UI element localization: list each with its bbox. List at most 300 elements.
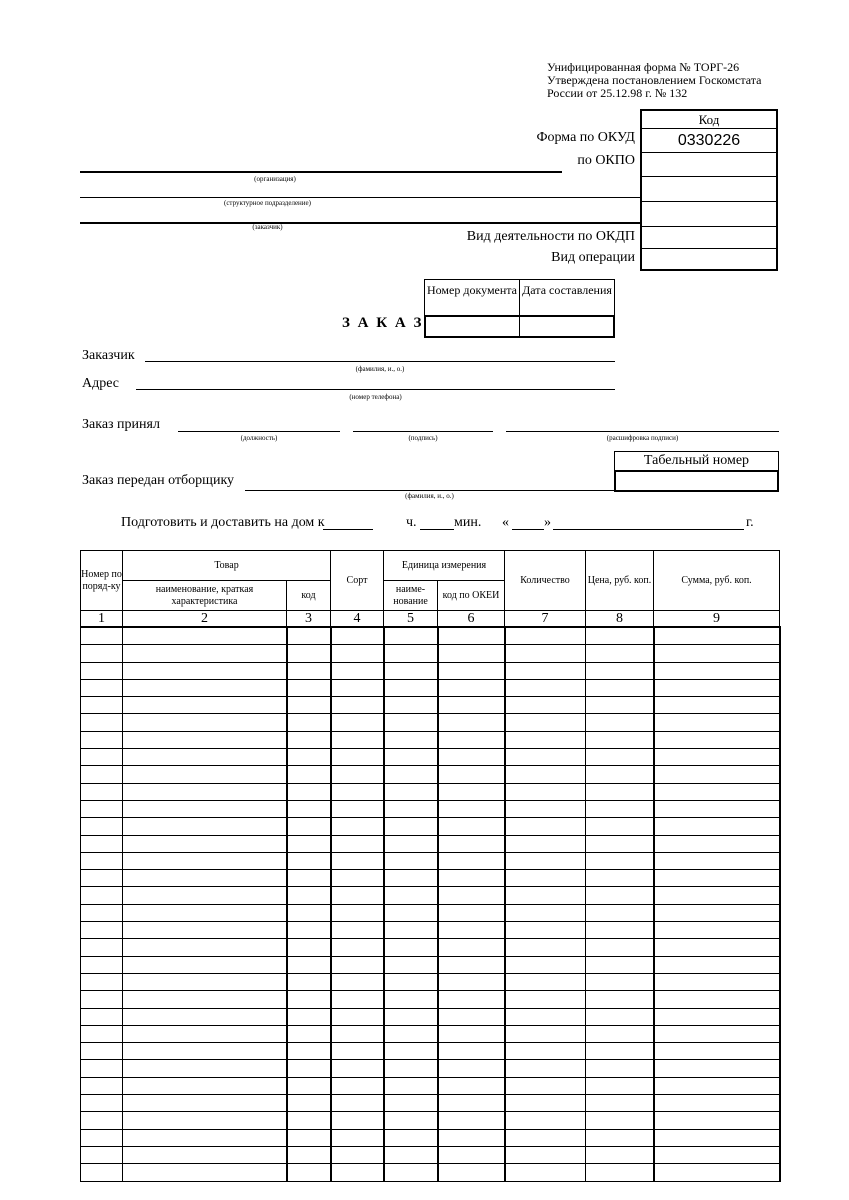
table-cell[interactable] [384, 749, 438, 766]
table-cell[interactable] [81, 818, 123, 835]
table-cell[interactable] [123, 939, 287, 956]
table-cell[interactable] [123, 922, 287, 939]
organization-line[interactable] [80, 171, 562, 173]
table-cell[interactable] [287, 1060, 331, 1077]
table-cell[interactable] [586, 766, 654, 783]
table-cell[interactable] [123, 852, 287, 869]
table-cell[interactable] [654, 783, 780, 800]
table-cell[interactable] [123, 1060, 287, 1077]
table-cell[interactable] [123, 835, 287, 852]
table-cell[interactable] [438, 1164, 505, 1181]
table-cell[interactable] [438, 956, 505, 973]
table-cell[interactable] [287, 973, 331, 990]
table-cell[interactable] [81, 749, 123, 766]
table-cell[interactable] [654, 800, 780, 817]
table-cell[interactable] [331, 973, 384, 990]
table-cell[interactable] [81, 662, 123, 679]
table-cell[interactable] [287, 697, 331, 714]
table-cell[interactable] [287, 1043, 331, 1060]
table-cell[interactable] [287, 852, 331, 869]
table-cell[interactable] [331, 956, 384, 973]
table-cell[interactable] [586, 1077, 654, 1094]
table-cell[interactable] [505, 991, 586, 1008]
table-cell[interactable] [438, 870, 505, 887]
table-cell[interactable] [586, 852, 654, 869]
table-cell[interactable] [384, 800, 438, 817]
table-cell[interactable] [81, 1008, 123, 1025]
doc-date-field[interactable] [520, 317, 613, 336]
table-cell[interactable] [654, 991, 780, 1008]
table-cell[interactable] [505, 1043, 586, 1060]
signature-line[interactable] [353, 431, 493, 432]
table-cell[interactable] [287, 749, 331, 766]
table-cell[interactable] [505, 1025, 586, 1042]
table-cell[interactable] [586, 645, 654, 662]
table-cell[interactable] [438, 887, 505, 904]
table-cell[interactable] [384, 818, 438, 835]
table-cell[interactable] [81, 1164, 123, 1181]
table-cell[interactable] [331, 1112, 384, 1129]
table-cell[interactable] [438, 766, 505, 783]
table-cell[interactable] [654, 956, 780, 973]
table-cell[interactable] [586, 1095, 654, 1112]
table-cell[interactable] [81, 904, 123, 921]
table-cell[interactable] [586, 662, 654, 679]
table-cell[interactable] [331, 679, 384, 696]
table-cell[interactable] [287, 1146, 331, 1163]
picker-line[interactable] [245, 490, 614, 491]
table-cell[interactable] [384, 835, 438, 852]
table-cell[interactable] [438, 939, 505, 956]
table-cell[interactable] [438, 973, 505, 990]
table-cell[interactable] [438, 627, 505, 645]
table-cell[interactable] [586, 1146, 654, 1163]
table-cell[interactable] [438, 697, 505, 714]
table-cell[interactable] [81, 991, 123, 1008]
table-cell[interactable] [438, 1095, 505, 1112]
table-cell[interactable] [331, 800, 384, 817]
table-cell[interactable] [384, 852, 438, 869]
table-cell[interactable] [123, 627, 287, 645]
table-cell[interactable] [123, 645, 287, 662]
table-cell[interactable] [123, 1095, 287, 1112]
table-cell[interactable] [123, 783, 287, 800]
table-cell[interactable] [123, 662, 287, 679]
table-cell[interactable] [81, 887, 123, 904]
table-cell[interactable] [123, 1025, 287, 1042]
table-cell[interactable] [438, 1077, 505, 1094]
table-cell[interactable] [287, 1129, 331, 1146]
decoding-line[interactable] [506, 431, 779, 432]
table-cell[interactable] [505, 783, 586, 800]
table-cell[interactable] [586, 939, 654, 956]
table-cell[interactable] [81, 922, 123, 939]
table-cell[interactable] [287, 679, 331, 696]
table-cell[interactable] [438, 835, 505, 852]
okpo-code-field[interactable] [642, 153, 776, 177]
table-cell[interactable] [438, 679, 505, 696]
table-cell[interactable] [438, 1043, 505, 1060]
table-cell[interactable] [384, 1164, 438, 1181]
table-cell[interactable] [123, 731, 287, 748]
table-cell[interactable] [654, 1095, 780, 1112]
table-cell[interactable] [81, 627, 123, 645]
table-cell[interactable] [384, 783, 438, 800]
table-cell[interactable] [505, 852, 586, 869]
table-cell[interactable] [123, 714, 287, 731]
table-cell[interactable] [586, 818, 654, 835]
table-cell[interactable] [331, 991, 384, 1008]
table-cell[interactable] [123, 1129, 287, 1146]
table-cell[interactable] [384, 1043, 438, 1060]
table-cell[interactable] [81, 1043, 123, 1060]
table-cell[interactable] [287, 731, 331, 748]
table-cell[interactable] [81, 731, 123, 748]
table-cell[interactable] [81, 1095, 123, 1112]
table-cell[interactable] [331, 714, 384, 731]
table-cell[interactable] [505, 973, 586, 990]
table-cell[interactable] [287, 956, 331, 973]
table-cell[interactable] [287, 645, 331, 662]
subdivision-code-field[interactable] [642, 202, 776, 227]
table-cell[interactable] [123, 973, 287, 990]
table-cell[interactable] [586, 1025, 654, 1042]
table-cell[interactable] [81, 939, 123, 956]
table-cell[interactable] [654, 904, 780, 921]
table-cell[interactable] [81, 852, 123, 869]
table-cell[interactable] [331, 1164, 384, 1181]
table-cell[interactable] [331, 1025, 384, 1042]
table-cell[interactable] [287, 1008, 331, 1025]
table-cell[interactable] [586, 714, 654, 731]
table-cell[interactable] [654, 766, 780, 783]
subdivision-line[interactable] [80, 197, 640, 198]
table-cell[interactable] [654, 870, 780, 887]
table-cell[interactable] [654, 835, 780, 852]
table-cell[interactable] [331, 939, 384, 956]
table-cell[interactable] [654, 939, 780, 956]
table-cell[interactable] [654, 714, 780, 731]
table-cell[interactable] [287, 1095, 331, 1112]
table-cell[interactable] [586, 749, 654, 766]
table-cell[interactable] [123, 766, 287, 783]
table-cell[interactable] [81, 1025, 123, 1042]
table-cell[interactable] [438, 1060, 505, 1077]
okdp-code-field[interactable] [642, 227, 776, 249]
table-cell[interactable] [331, 1146, 384, 1163]
table-cell[interactable] [384, 991, 438, 1008]
table-cell[interactable] [505, 1164, 586, 1181]
table-cell[interactable] [384, 1112, 438, 1129]
table-cell[interactable] [287, 662, 331, 679]
table-cell[interactable] [586, 1060, 654, 1077]
table-cell[interactable] [81, 697, 123, 714]
table-cell[interactable] [505, 922, 586, 939]
table-cell[interactable] [586, 991, 654, 1008]
customer-line[interactable] [145, 361, 615, 362]
table-cell[interactable] [438, 818, 505, 835]
table-cell[interactable] [438, 800, 505, 817]
table-cell[interactable] [505, 1095, 586, 1112]
table-cell[interactable] [384, 1146, 438, 1163]
table-cell[interactable] [586, 956, 654, 973]
table-cell[interactable] [505, 1112, 586, 1129]
table-cell[interactable] [505, 1146, 586, 1163]
table-cell[interactable] [287, 783, 331, 800]
table-cell[interactable] [384, 1025, 438, 1042]
table-cell[interactable] [586, 1129, 654, 1146]
table-cell[interactable] [123, 904, 287, 921]
table-cell[interactable] [438, 749, 505, 766]
table-cell[interactable] [331, 766, 384, 783]
table-cell[interactable] [586, 731, 654, 748]
table-cell[interactable] [505, 1129, 586, 1146]
table-cell[interactable] [654, 1146, 780, 1163]
table-cell[interactable] [654, 1112, 780, 1129]
table-cell[interactable] [654, 1060, 780, 1077]
table-cell[interactable] [586, 887, 654, 904]
table-cell[interactable] [384, 1008, 438, 1025]
table-cell[interactable] [331, 870, 384, 887]
table-cell[interactable] [438, 1112, 505, 1129]
table-cell[interactable] [586, 835, 654, 852]
table-cell[interactable] [384, 1095, 438, 1112]
table-cell[interactable] [654, 662, 780, 679]
table-cell[interactable] [505, 800, 586, 817]
table-cell[interactable] [287, 939, 331, 956]
table-cell[interactable] [287, 766, 331, 783]
table-cell[interactable] [654, 749, 780, 766]
table-cell[interactable] [331, 662, 384, 679]
table-cell[interactable] [384, 956, 438, 973]
table-cell[interactable] [654, 973, 780, 990]
table-cell[interactable] [123, 956, 287, 973]
position-line[interactable] [178, 431, 340, 432]
table-cell[interactable] [384, 627, 438, 645]
table-cell[interactable] [123, 818, 287, 835]
table-cell[interactable] [654, 1043, 780, 1060]
table-cell[interactable] [123, 1077, 287, 1094]
table-cell[interactable] [123, 749, 287, 766]
table-cell[interactable] [123, 1008, 287, 1025]
table-cell[interactable] [654, 1164, 780, 1181]
table-cell[interactable] [384, 645, 438, 662]
table-cell[interactable] [384, 939, 438, 956]
table-cell[interactable] [81, 645, 123, 662]
table-cell[interactable] [438, 1146, 505, 1163]
table-cell[interactable] [123, 1164, 287, 1181]
table-cell[interactable] [384, 766, 438, 783]
table-cell[interactable] [287, 922, 331, 939]
address-line[interactable] [136, 389, 615, 390]
table-cell[interactable] [331, 852, 384, 869]
table-cell[interactable] [654, 627, 780, 645]
table-cell[interactable] [586, 1164, 654, 1181]
table-cell[interactable] [81, 1129, 123, 1146]
org-code-field[interactable] [642, 177, 776, 202]
table-cell[interactable] [654, 679, 780, 696]
table-cell[interactable] [505, 766, 586, 783]
table-cell[interactable] [287, 1025, 331, 1042]
table-cell[interactable] [287, 1077, 331, 1094]
table-cell[interactable] [654, 731, 780, 748]
table-cell[interactable] [123, 870, 287, 887]
table-cell[interactable] [586, 1008, 654, 1025]
table-cell[interactable] [81, 679, 123, 696]
table-cell[interactable] [384, 1077, 438, 1094]
okud-code-field[interactable]: 0330226 [642, 129, 776, 153]
table-cell[interactable] [331, 818, 384, 835]
table-cell[interactable] [586, 973, 654, 990]
table-cell[interactable] [287, 1112, 331, 1129]
table-cell[interactable] [123, 800, 287, 817]
table-cell[interactable] [123, 887, 287, 904]
table-cell[interactable] [505, 697, 586, 714]
table-cell[interactable] [384, 1060, 438, 1077]
table-cell[interactable] [384, 679, 438, 696]
table-cell[interactable] [384, 973, 438, 990]
table-cell[interactable] [505, 749, 586, 766]
table-cell[interactable] [586, 679, 654, 696]
table-cell[interactable] [331, 904, 384, 921]
table-cell[interactable] [438, 852, 505, 869]
table-cell[interactable] [505, 904, 586, 921]
table-cell[interactable] [81, 766, 123, 783]
table-cell[interactable] [505, 939, 586, 956]
table-cell[interactable] [654, 852, 780, 869]
table-cell[interactable] [505, 1008, 586, 1025]
operation-code-field[interactable] [642, 249, 776, 269]
delivery-minute-line[interactable] [420, 529, 454, 530]
table-cell[interactable] [331, 835, 384, 852]
table-cell[interactable] [287, 627, 331, 645]
table-cell[interactable] [505, 645, 586, 662]
table-cell[interactable] [384, 904, 438, 921]
table-cell[interactable] [123, 1043, 287, 1060]
table-cell[interactable] [505, 1060, 586, 1077]
table-cell[interactable] [287, 714, 331, 731]
table-cell[interactable] [654, 1077, 780, 1094]
table-cell[interactable] [505, 714, 586, 731]
table-cell[interactable] [505, 679, 586, 696]
table-cell[interactable] [654, 1025, 780, 1042]
table-cell[interactable] [331, 1060, 384, 1077]
table-cell[interactable] [505, 870, 586, 887]
table-cell[interactable] [331, 1095, 384, 1112]
table-cell[interactable] [586, 922, 654, 939]
table-cell[interactable] [586, 627, 654, 645]
table-cell[interactable] [505, 818, 586, 835]
table-cell[interactable] [81, 973, 123, 990]
table-cell[interactable] [654, 887, 780, 904]
table-cell[interactable] [438, 783, 505, 800]
table-cell[interactable] [586, 783, 654, 800]
delivery-hour-line[interactable] [323, 529, 373, 530]
table-cell[interactable] [81, 800, 123, 817]
table-cell[interactable] [81, 956, 123, 973]
table-cell[interactable] [586, 1043, 654, 1060]
table-cell[interactable] [654, 818, 780, 835]
delivery-day-line[interactable] [512, 529, 544, 530]
table-cell[interactable] [438, 714, 505, 731]
table-cell[interactable] [123, 679, 287, 696]
table-cell[interactable] [331, 731, 384, 748]
table-cell[interactable] [654, 922, 780, 939]
table-cell[interactable] [654, 645, 780, 662]
table-cell[interactable] [384, 1129, 438, 1146]
table-cell[interactable] [384, 662, 438, 679]
table-cell[interactable] [505, 835, 586, 852]
table-cell[interactable] [438, 662, 505, 679]
table-cell[interactable] [123, 697, 287, 714]
table-cell[interactable] [505, 662, 586, 679]
table-cell[interactable] [384, 714, 438, 731]
table-cell[interactable] [331, 887, 384, 904]
table-cell[interactable] [331, 645, 384, 662]
table-cell[interactable] [505, 887, 586, 904]
delivery-month-line[interactable] [553, 529, 744, 530]
table-cell[interactable] [438, 645, 505, 662]
table-cell[interactable] [287, 904, 331, 921]
table-cell[interactable] [81, 870, 123, 887]
table-cell[interactable] [81, 1112, 123, 1129]
table-cell[interactable] [384, 697, 438, 714]
table-cell[interactable] [586, 697, 654, 714]
table-cell[interactable] [287, 991, 331, 1008]
table-cell[interactable] [287, 835, 331, 852]
table-cell[interactable] [287, 818, 331, 835]
table-cell[interactable] [654, 1008, 780, 1025]
table-cell[interactable] [438, 991, 505, 1008]
table-cell[interactable] [438, 904, 505, 921]
table-cell[interactable] [586, 870, 654, 887]
table-cell[interactable] [505, 1077, 586, 1094]
table-cell[interactable] [81, 783, 123, 800]
table-cell[interactable] [438, 922, 505, 939]
table-cell[interactable] [505, 956, 586, 973]
table-cell[interactable] [331, 697, 384, 714]
table-cell[interactable] [505, 627, 586, 645]
table-cell[interactable] [384, 731, 438, 748]
table-cell[interactable] [331, 627, 384, 645]
table-cell[interactable] [287, 1164, 331, 1181]
table-cell[interactable] [331, 1129, 384, 1146]
table-cell[interactable] [384, 922, 438, 939]
table-cell[interactable] [287, 870, 331, 887]
table-cell[interactable] [654, 1129, 780, 1146]
table-cell[interactable] [81, 714, 123, 731]
table-cell[interactable] [586, 1112, 654, 1129]
table-cell[interactable] [505, 731, 586, 748]
table-cell[interactable] [384, 887, 438, 904]
table-cell[interactable] [438, 1025, 505, 1042]
table-cell[interactable] [123, 1112, 287, 1129]
table-cell[interactable] [287, 887, 331, 904]
table-cell[interactable] [438, 1008, 505, 1025]
table-cell[interactable] [81, 835, 123, 852]
table-cell[interactable] [81, 1077, 123, 1094]
table-cell[interactable] [654, 697, 780, 714]
table-cell[interactable] [81, 1060, 123, 1077]
doc-number-field[interactable] [426, 317, 520, 336]
table-cell[interactable] [331, 1008, 384, 1025]
table-cell[interactable] [331, 783, 384, 800]
table-cell[interactable] [331, 1077, 384, 1094]
table-cell[interactable] [331, 749, 384, 766]
table-cell[interactable] [123, 991, 287, 1008]
table-cell[interactable] [331, 922, 384, 939]
table-cell[interactable] [384, 870, 438, 887]
